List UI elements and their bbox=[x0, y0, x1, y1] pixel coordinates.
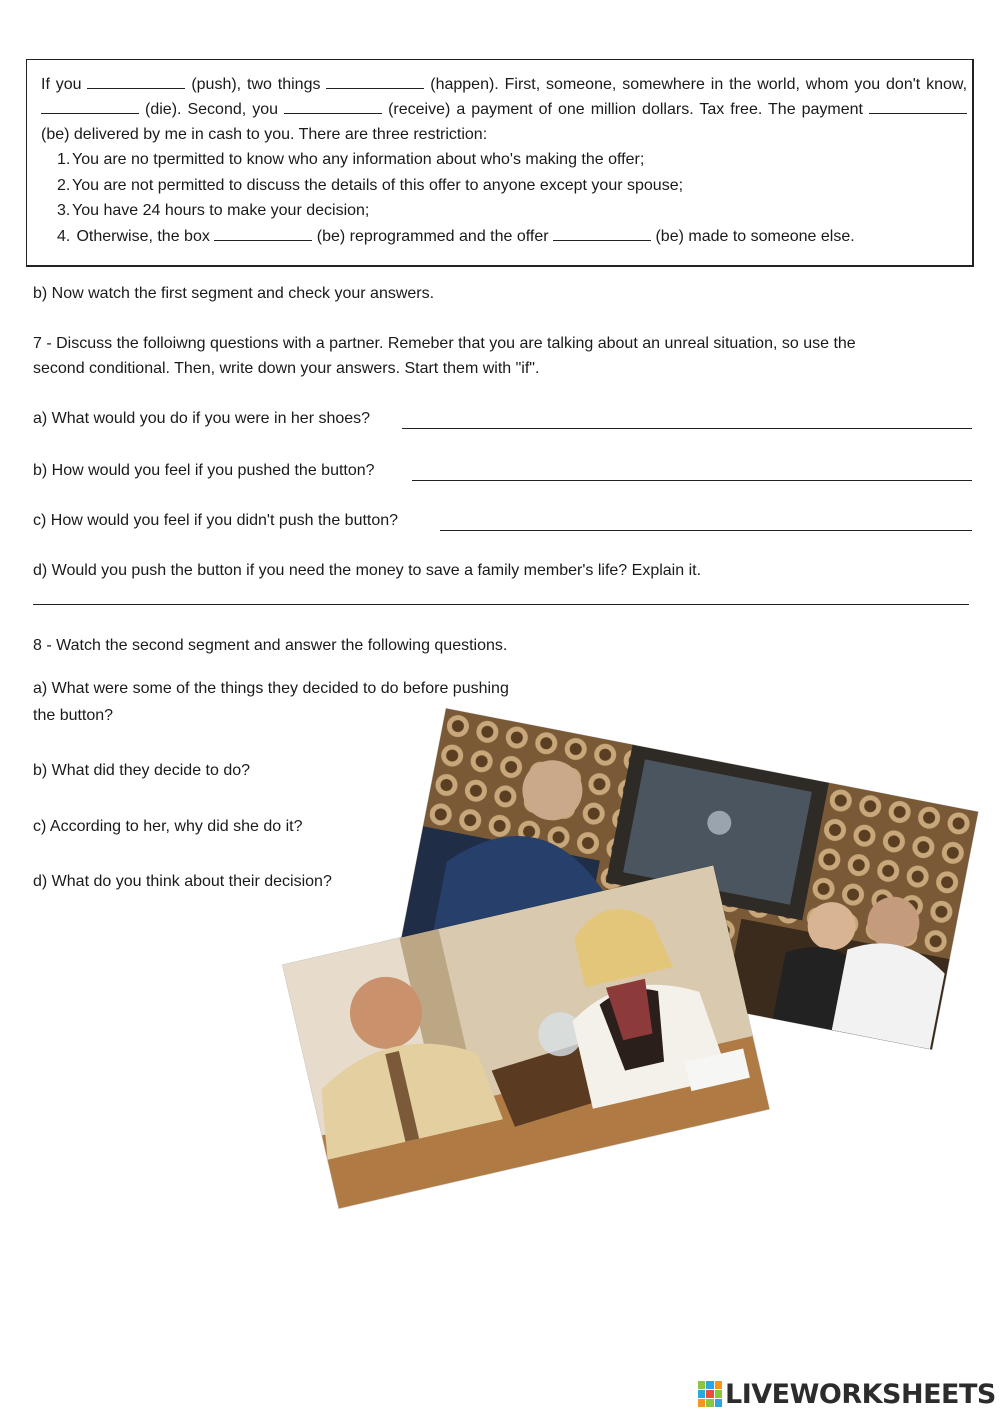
blank-happen[interactable] bbox=[326, 74, 424, 89]
question-7a: a) What would you do if you were in her shoes? bbox=[33, 410, 371, 427]
section7-instruction-line1: 7 - Discuss the folloiwng questions with a partner. Remeber that you are talking about an unreal situation, so use the bbox=[33, 335, 856, 352]
answer-line-7b[interactable] bbox=[412, 480, 972, 481]
restrictions-list bbox=[57, 147, 855, 249]
section8-title: 8 - Watch the second segment and answer the following questions. bbox=[33, 637, 508, 654]
paragraph-text: (push), two things bbox=[185, 76, 327, 93]
paragraph-text: (die). Second, you bbox=[139, 101, 285, 118]
question-8b: b) What did they decide to do? bbox=[33, 762, 251, 779]
question-8d: d) What do you think about their decision? bbox=[33, 873, 332, 890]
list-text: Otherwise, the box bbox=[72, 227, 215, 245]
list-item bbox=[57, 224, 855, 250]
question-8a-line2: the button? bbox=[33, 707, 114, 724]
answer-line-7d[interactable] bbox=[33, 604, 969, 605]
section7-instruction-line2: second conditional. Then, write down your answers. Start them with "if". bbox=[33, 360, 540, 377]
list-text: (be) reprogrammed and the offer bbox=[312, 227, 554, 245]
list-text: You are no tpermitted to know who any information about who's making the offer; bbox=[72, 151, 645, 168]
paragraph-text: (receive) a payment of one million dollars. Tax free. The payment bbox=[382, 101, 870, 118]
movie-still-photo-couple-box bbox=[283, 865, 770, 1208]
question-8c: c) According to her, why did she do it? bbox=[33, 818, 303, 835]
question-7c: c) How would you feel if you didn't push the button? bbox=[33, 512, 399, 529]
blank-be-made[interactable] bbox=[553, 226, 651, 241]
paragraph-text: (be) delivered by me in cash to you. There are three restriction: bbox=[41, 126, 488, 143]
list-item bbox=[57, 198, 855, 224]
answer-line-7a[interactable] bbox=[402, 428, 972, 429]
logo-text: LIVEWORKSHEETS bbox=[725, 1378, 996, 1410]
blank-die[interactable] bbox=[41, 99, 139, 114]
paragraph-text: If you bbox=[41, 76, 88, 93]
question-7d: d) Would you push the button if you need the money to save a family member's life? Explain it. bbox=[33, 562, 702, 579]
paragraph-text: (happen). First, someone, somewhere in the world, whom you don't know, bbox=[424, 76, 968, 93]
logo-icon bbox=[698, 1381, 722, 1407]
instruction-b: b) Now watch the first segment and check your answers. bbox=[33, 285, 435, 302]
list-number: 2. bbox=[57, 176, 71, 194]
question-8a-line1: a) What were some of the things they decided to do before pushing bbox=[33, 680, 509, 697]
liveworksheets-logo bbox=[698, 1378, 996, 1410]
list-number: 1. bbox=[57, 151, 71, 168]
blank-receive[interactable] bbox=[284, 99, 382, 114]
blank-push[interactable] bbox=[87, 74, 185, 89]
list-number: 4. bbox=[57, 227, 71, 245]
list-item bbox=[57, 147, 855, 173]
list-text: You have 24 hours to make your decision; bbox=[72, 202, 370, 219]
blank-be-reprogrammed[interactable] bbox=[214, 226, 312, 241]
answer-line-7c[interactable] bbox=[440, 530, 972, 531]
list-text: (be) made to someone else. bbox=[651, 227, 855, 245]
list-item bbox=[57, 173, 855, 199]
gap-fill-paragraph bbox=[41, 72, 967, 147]
blank-be-delivered[interactable] bbox=[869, 99, 967, 114]
list-number: 3. bbox=[57, 202, 71, 219]
list-text: You are not permitted to discuss the details of this offer to anyone except your spouse; bbox=[72, 176, 684, 194]
question-7b: b) How would you feel if you pushed the button? bbox=[33, 462, 375, 479]
